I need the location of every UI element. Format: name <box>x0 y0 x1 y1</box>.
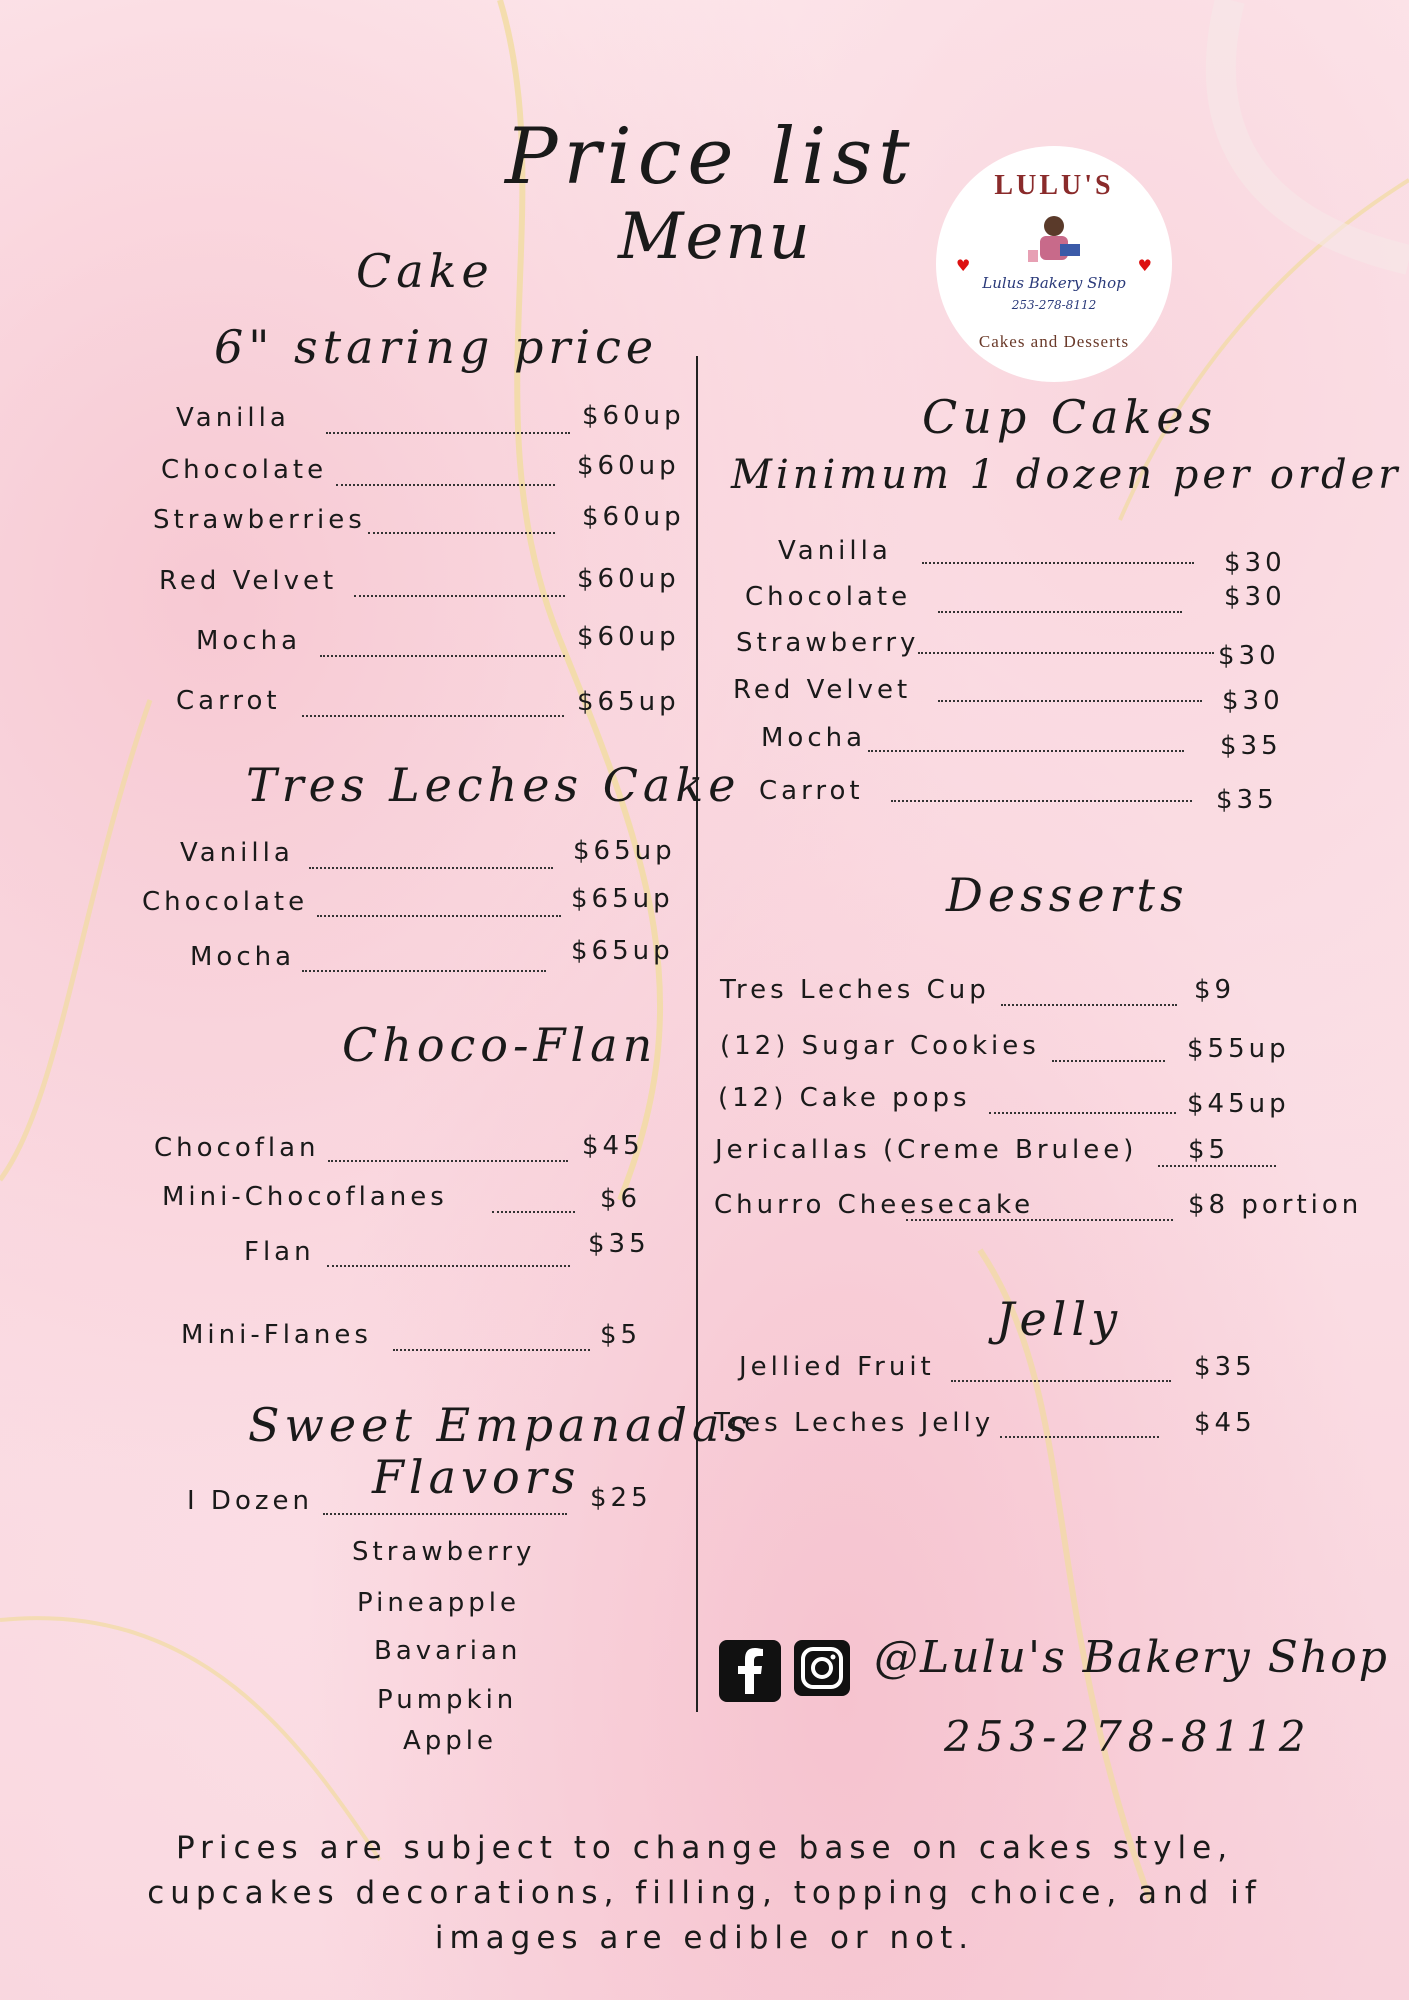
dot-leader <box>327 1265 570 1267</box>
dot-leader <box>951 1380 1171 1382</box>
flavor-item: Strawberry <box>352 1537 536 1567</box>
menu-item-price: $65up <box>573 836 676 866</box>
dot-leader <box>891 800 1192 802</box>
menu-item-price: $25 <box>590 1483 652 1513</box>
bakery-logo <box>936 146 1172 382</box>
menu-item-price: $35 <box>1216 785 1278 815</box>
menu-item-price: $6 <box>600 1184 642 1214</box>
page-subtitle: Menu <box>618 200 812 274</box>
menu-item-name: Vanilla <box>176 403 290 433</box>
flavor-item: Apple <box>403 1726 498 1756</box>
disclaimer-line: cupcakes decorations, filling, topping choice, and if <box>147 1875 1262 1911</box>
menu-item-price: $60up <box>577 622 680 652</box>
menu-item-name: Mini-Flanes <box>181 1320 372 1350</box>
price-disclaimer <box>60 1826 1349 1961</box>
choco-flan-heading: Choco-Flan <box>342 1018 658 1072</box>
menu-item-price: $45 <box>1194 1408 1256 1438</box>
menu-item-name: Red Velvet <box>733 675 912 705</box>
menu-item-name: Tres Leches Cup <box>720 975 990 1005</box>
menu-item-name: Mocha <box>761 723 867 753</box>
facebook-icon[interactable] <box>719 1640 781 1702</box>
dot-leader <box>938 611 1182 613</box>
empanadas-subheading: Flavors <box>372 1450 581 1504</box>
menu-item-name: Jericallas (Creme Brulee) <box>715 1135 1138 1165</box>
menu-item-price: $60up <box>582 502 685 532</box>
menu-item-price: $9 <box>1194 975 1236 1005</box>
dot-leader <box>922 562 1194 564</box>
menu-item-name: (12) Cake pops <box>718 1083 971 1113</box>
dot-leader <box>309 867 553 869</box>
flavor-item: Pineapple <box>357 1588 520 1618</box>
menu-item-price: $35 <box>588 1229 650 1259</box>
menu-item-name: Strawberries <box>153 505 366 535</box>
menu-item-name: Mini-Chocoflanes <box>162 1182 448 1212</box>
dot-leader <box>868 750 1184 752</box>
dot-leader <box>492 1211 575 1213</box>
baker-illustration <box>1026 210 1082 270</box>
menu-item-price: $8 portion <box>1188 1190 1363 1220</box>
disclaimer-line: Prices are subject to change base on cakes style, <box>175 1830 1234 1866</box>
dot-leader <box>336 484 555 486</box>
jelly-heading: Jelly <box>996 1292 1123 1346</box>
dot-leader <box>1052 1060 1165 1062</box>
cupcakes-heading: Cup Cakes <box>922 390 1218 444</box>
menu-item-name: Chocolate <box>142 887 309 917</box>
dot-leader <box>326 432 570 434</box>
dot-leader <box>1000 1436 1159 1438</box>
menu-item-name: Vanilla <box>180 838 294 868</box>
dot-leader <box>1158 1165 1276 1167</box>
flavor-item: Pumpkin <box>377 1685 518 1715</box>
dot-leader <box>320 655 565 657</box>
dot-leader <box>317 915 561 917</box>
column-divider <box>696 356 698 1712</box>
social-handle: @Lulu's Bakery Shop <box>874 1632 1389 1683</box>
menu-item-name: Mocha <box>190 942 296 972</box>
dot-leader <box>906 1219 1173 1221</box>
menu-item-name: Red Velvet <box>159 566 338 596</box>
heart-icon: ♥ <box>956 256 971 275</box>
menu-item-price: $30 <box>1224 582 1286 612</box>
cake-heading: Cake <box>356 244 494 298</box>
menu-item-name: (12) Sugar Cookies <box>720 1031 1040 1061</box>
logo-top-text: LULU'S <box>994 170 1114 201</box>
menu-item-price: $60up <box>582 401 685 431</box>
dot-leader <box>918 652 1214 654</box>
instagram-icon[interactable] <box>794 1640 850 1696</box>
dot-leader <box>393 1349 590 1351</box>
menu-item-name: Chocoflan <box>154 1133 320 1163</box>
menu-item-price: $60up <box>577 564 680 594</box>
menu-item-name: Strawberry <box>736 628 920 658</box>
dot-leader <box>1001 1004 1177 1006</box>
disclaimer-line: images are edible or not. <box>434 1920 975 1956</box>
menu-item-name: Carrot <box>176 686 281 716</box>
tres-leches-heading: Tres Leches Cake <box>246 758 741 812</box>
cupcakes-subheading: Minimum 1 dozen per order <box>731 452 1402 498</box>
menu-item-name: Carrot <box>759 776 864 806</box>
menu-item-name: Chocolate <box>161 455 328 485</box>
menu-item-price: $35 <box>1220 731 1282 761</box>
menu-item-name: Tres Leches Jelly <box>714 1408 995 1438</box>
menu-item-price: $65up <box>571 884 674 914</box>
dot-leader <box>323 1513 567 1515</box>
menu-item-price: $45 <box>582 1131 644 1161</box>
menu-item-price: $45up <box>1187 1089 1290 1119</box>
menu-item-name: Churro Cheesecake <box>714 1190 1035 1220</box>
logo-name: Lulus Bakery Shop <box>982 274 1126 292</box>
logo-phone: 253-278-8112 <box>1011 298 1097 312</box>
menu-item-price: $5 <box>1188 1135 1230 1165</box>
menu-item-name: Jellied Fruit <box>739 1352 935 1382</box>
page-title: Price list <box>505 112 916 202</box>
menu-item-name: I Dozen <box>187 1486 313 1516</box>
dot-leader <box>302 715 564 717</box>
menu-item-name: Mocha <box>196 626 302 656</box>
menu-item-price: $55up <box>1187 1034 1290 1064</box>
menu-item-price: $30 <box>1218 641 1280 671</box>
dot-leader <box>302 970 546 972</box>
menu-item-price: $65up <box>571 936 674 966</box>
menu-item-name: Chocolate <box>745 582 912 612</box>
dot-leader <box>354 595 565 597</box>
desserts-heading: Desserts <box>946 868 1189 922</box>
cake-subheading: 6" staring price <box>214 320 659 374</box>
menu-item-price: $30 <box>1224 548 1286 578</box>
menu-item-price: $30 <box>1222 686 1284 716</box>
dot-leader <box>989 1112 1176 1114</box>
contact-phone: 253-278-8112 <box>944 1712 1312 1761</box>
logo-bottom-text: Cakes and Desserts <box>978 332 1130 351</box>
menu-item-name: Flan <box>244 1237 315 1267</box>
menu-item-price: $5 <box>600 1320 642 1350</box>
menu-item-price: $65up <box>577 687 680 717</box>
menu-item-price: $60up <box>577 451 680 481</box>
flavor-item: Bavarian <box>374 1636 522 1666</box>
empanadas-heading: Sweet Empanadas <box>248 1398 754 1452</box>
dot-leader <box>368 532 555 534</box>
dot-leader <box>328 1160 568 1162</box>
heart-icon: ♥ <box>1137 256 1152 275</box>
menu-item-name: Vanilla <box>778 536 892 566</box>
menu-item-price: $35 <box>1194 1352 1256 1382</box>
dot-leader <box>938 700 1202 702</box>
